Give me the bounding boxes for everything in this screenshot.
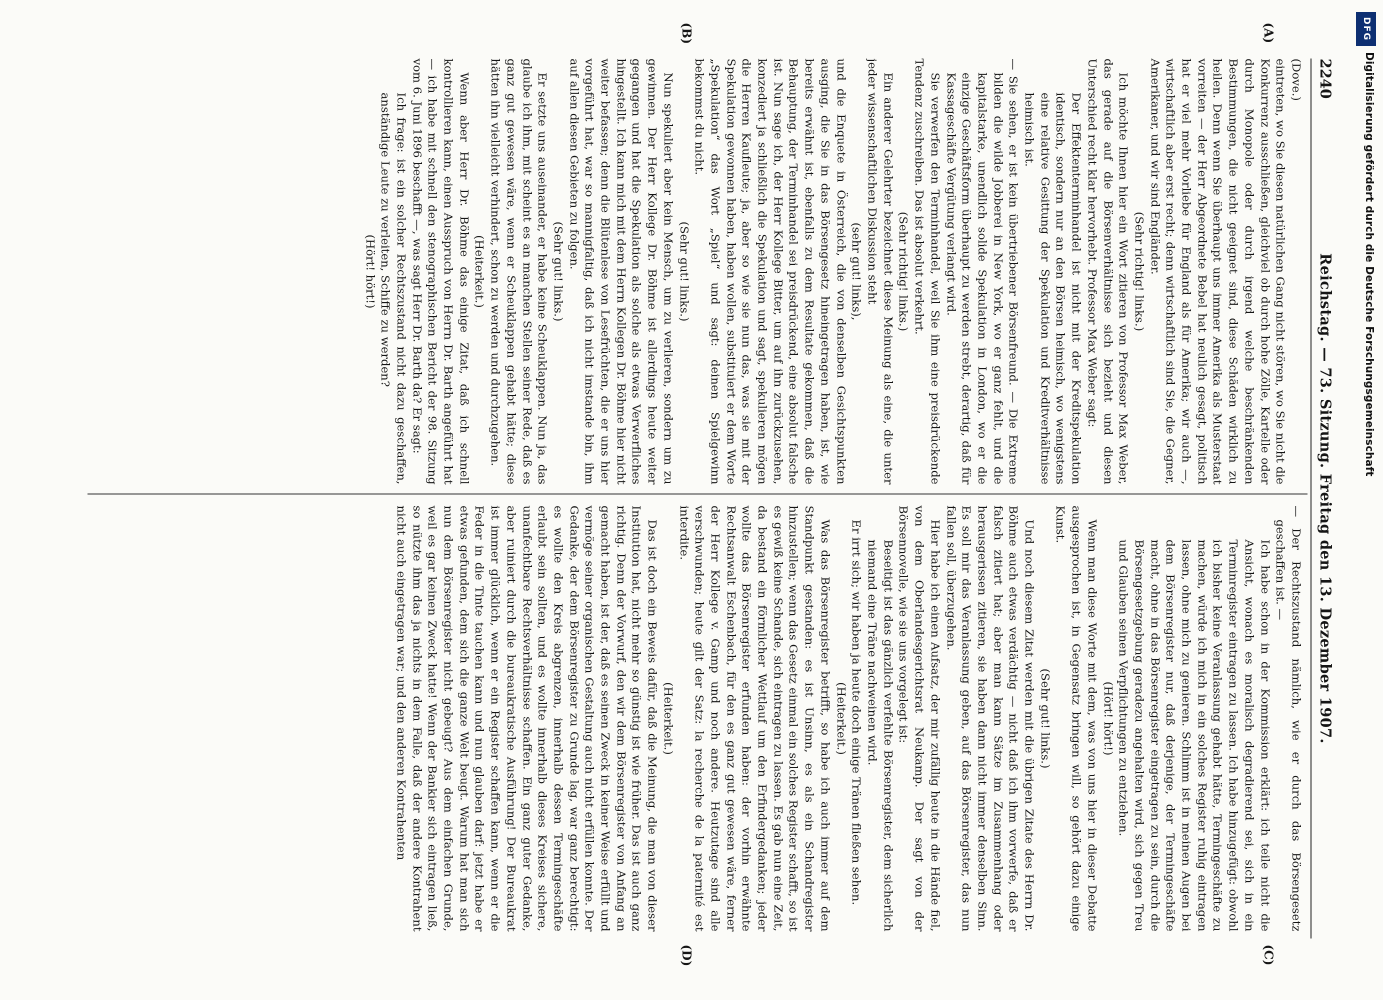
- paragraph: Wenn aber Herr Dr. Böhme das einige Zitat, daß ich schnell kontrollieren kann, einen Ausspruch von Herrn Dr. Barth angeführt hat — ich habe mit schnell den stenographischen Bericht der 98. Sitzung vom 6. Juni 1896 beschafft —, was sagt Herr Dr. Barth da? Er sagt:: [409, 58, 471, 484]
- header-rule: [1310, 58, 1311, 938]
- margin-mark-c: (C): [1261, 944, 1275, 965]
- funding-notice: [1353, 8, 1379, 988]
- paragraph: Hier habe ich einen Aufsatz, der mir zufällig heute in die Hände fiel, von dem Oberlandesgerichtsrat Neukamp. Der sagt von der Börsennovelle, wie sie uns vorgelegt ist:: [896, 505, 942, 931]
- session-title: Reichstag. — 73. Sitzung. Freitag den 13. Dezember 1907.: [1316, 252, 1333, 744]
- margin-mark-b: (B): [679, 22, 693, 44]
- paragraph: Nun spekuliert aber kein Mensch, um zu verlieren, sondern um zu gewinnen. Der Herr Kollege Dr. Böhme ist allerdings heute weiter gegangen und hat die Spekulation als solche als etwas Verwerfliches hingestellt. Ich kann mich mit dem Herrn Kollegen Dr. Böhme hier nicht weiter befassen; denn die Blütenlese von Lesefrüchten, die er uns hier vorgeführt hat, war so mannigfaltig, daß ich nicht imstande bin, ihm auf allen diesen Gebieten zu folgen.: [566, 58, 675, 484]
- paragraph: Der Effektenterminhandel ist nicht mit der Kreditspekulation identisch, sondern nur an den Börsen heimisch, wo wenigstens eine relative Gesittung der Spekulation und Kreditverhältnisse heimisch ist.: [1022, 92, 1084, 484]
- interjection: (Hört! hört!): [362, 234, 377, 308]
- interjection: (Hört! hört!): [1100, 681, 1115, 755]
- page-number: 2240: [1316, 58, 1333, 99]
- interjection: (Sehr richtig! links.): [1131, 211, 1146, 331]
- dfg-logo: DFG: [1356, 12, 1376, 46]
- paragraph: — Der Rechtszustand nämlich, wie er durch das Börsengesetz geschaffen ist. —: [1273, 505, 1303, 931]
- interjection: (Sehr gut! links.): [676, 221, 691, 321]
- interjection: (Sehr gut! links.): [1037, 668, 1052, 768]
- paragraph: Und noch diesem Zitat werden mit die übrigen Zitate des Herrn Dr. Böhme auch etwas verdächtig — nicht daß ich ihm vorwerfe, daß er falsch zitiert hat; aber man kann Sätze im Zusammenhang oder herausgerissen zitieren, sie haben dann nicht immer denselben Sinn. Es soll mir das Veranlassung geben, auf das Börsenregister, das nun fallen soll, überzugehen.: [943, 505, 1037, 931]
- paragraph: eintreten, wo Sie diesen natürlichen Gang nicht stören, wo Sie nicht die Konkurrenz ausschließen, gleichviel ob durch hohe Zölle, Kartelle oder durch Monopole oder durch irgend welche beschränkenden Bestimmungen, die nicht geeignet sind, diese Schäden wirklich zu heilen. Denn wenn Sie überhaupt uns immer Amerika als Musterstaat vorreiten — der Herr Abgeordnete Bebel hat neulich gesagt, politisch hat er viel mehr Vorliebe für England als für Amerika; wir auch —, wirtschaftlich aber erst recht; denn wirtschaftlich sind Sie, die Gegner, Amerikaner, und wir sind Engländer.: [1147, 58, 1288, 484]
- paragraph: Ich frage: ist ein solcher Rechtszustand nicht dazu geschaffen, anständige Leute zu verleiten, Schiffe zu werden?: [378, 92, 408, 484]
- column-divider: [87, 493, 1307, 494]
- interjection: (Heiterkeit.): [833, 681, 848, 755]
- paragraph: Ich möchte Ihnen hier ein Wort zitieren von Professor Max Weber, das gerade auf die Börsenverhältnisse sich bezieht und diesen Unterschied recht klar hervorhebt. Professor Max Weber sagt:: [1084, 58, 1131, 484]
- paragraph: Beseitigt ist das gänzlich verfehlte Börsenregister, dem sicherlich niemand eine Träne nachweinen wird.: [865, 539, 895, 931]
- right-column: [88, 505, 1303, 931]
- paragraph: Sie verwerfen den Terminhandel, weil Sie ihm eine preisdrückende Tendenz zuschreiben. Das ist absolut verkehrt.: [912, 58, 942, 484]
- funding-text: Digitalisierung gefördert durch die Deutsche Forschungsgemeinschaft: [1363, 52, 1375, 477]
- left-column: [88, 58, 1303, 484]
- interjection: (Heiterkeit.): [660, 681, 675, 755]
- paragraph: (Dove.): [1289, 58, 1303, 101]
- paragraph: Er irrt sich; wir haben ja heute doch einige Tränen fließen sehen.: [849, 519, 864, 905]
- paragraph: — Sie sehen, er ist kein übertriebener Börsenfreund. — Die Extreme bilden die wilde Jobberei in New York, wo er ganz fehlt, und die kapitalstarke, unendlich solide Spekulation in London, wo er die einzige Geschäftsform überhaupt zu werden strebt, derartig, daß für Kassageschäfte Vergütung verlangt wird.: [943, 58, 1021, 484]
- interjection: (Heiterkeit.): [472, 234, 487, 308]
- paragraph: Er setzte uns auseinander, er habe keine Scheuklappen. Nun ja, das glaube ich ihm, mit scheint es an manchen Stellen seiner Rede, daß es ganz gut gewesen wäre, wenn er Scheuklappen gehabt hätte; diese hätten ihn vielleicht verhindert, schon zu werden und durchzugehen.: [488, 58, 550, 484]
- interjection: (Sehr richtig! links.): [896, 211, 911, 331]
- paragraph: Das ist doch ein Beweis dafür, daß die Meinung, die man von dieser Institution hat, nicht mehr so günstig ist wie früher. Das ist auch ganz richtig. Denn der Vorwurf, den wir dem Börsenregister von Anfang an gemacht haben, ist der, daß es seinen Zweck in keiner Weise erfüllt und vermöge seiner organischen Gestaltung auch nicht erfüllen konnte. Der Gedanke, der dem Börsenregister zu Grunde lag, war ganz berechtigt: es wollte den Kreis abgrenzen, innerhalb dessen Termingeschäfte erlaubt sein sollten, und es wollte innerhalb dieses Kreises sichere, unanfechtbare Rechtsverhältnisse schaffen. Ein ganz guter Gedanke, aber ruiniert durch die bureaukratische Ausführung! Der Bureaukrat ist immer glücklich, wenn er ein Register schaffen kann, wenn er die Feder in die Tinte tauchen kann und nun glauben darf: jetzt habe er etwas gefunden, dem sich die ganze Welt beugt. Warum hat man sich nun dem Börsenregister nicht gebeugt? Aus dem einfachen Grunde, weil es gar keinen Zweck hatte! Wenn der Bankier sich eintragen ließ, so nützte ihm das ja nichts in dem Falle, daß der andere Kontrahent nicht auch eingetragen war; und den anderen Kontrahenten: [393, 505, 660, 931]
- interjection: (Sehr gut! links.): [550, 221, 565, 321]
- paragraph: Was das Börsenregister betrifft, so habe ich auch immer auf dem Standpunkt gestanden: es ist Unsinn, es als ein Schandregister hinzustellen; wenn das Gesetz einmal ein solches Register schafft, so ist es gewiß keine Schande, sich eintragen zu lassen. Es gab nun eine Zeit, da bestand ein förmlicher Wettlauf um den Erfindergedanken; jeder wollte das Börsenregister erfunden haben: der vorhin erwähnte Rechtsanwalt Eschenbach, für den es ganz gut gewesen wäre, ferner der Herr Kollege v. Gamp und noch andere. Heutzutage sind alle verschwunden; heute gilt der Satz: la recherche de la paternité est interdite.: [676, 505, 832, 931]
- interjection: (sehr gut! links),: [849, 222, 864, 320]
- paragraph: und die Enquete in Österreich, die von denselben Gesichtspunkten ausging, die Sie in das Börsengesetz hineingetragen haben, ist, wie bereits erwähnt ist, ebenfalls zu dem Resultate gekommen, daß die Behauptung, der Terminhandel sei preisdrückend, eine absolut falsche ist. Nun sage ich, der Herr Kollege Bitter, um auf ihn zurückzusehen, konzediert ja schließlich die Spekulation und sagt, spekulieren mögen die Herren Kaufleute; ja, aber so wie sie nun das, was sie mit der Spekulation gewonnen haben, haben wollen, substituiert er dem Worte „Spekulation“ das Wort „Spiel“ und sagt: deinen Spielgewinn bekommst du nicht.: [692, 58, 848, 484]
- page-header: [1311, 58, 1337, 938]
- margin-mark-a: (A): [1261, 22, 1275, 43]
- paragraph: Ein anderer Gelehrter bezeichnet diese Meinung als eine, die unter jeder wissenschaftlichen Diskussion steht: [865, 58, 895, 484]
- paragraph: Wenn man diese Worte mit dem, was von uns hier in dieser Debatte ausgesprochen ist, in Gegensatz bringen will, so gehört dazu einige Kunst.: [1053, 505, 1099, 931]
- paragraph: Ich habe schon in der Kommission erklärt: ich teile nicht die Ansicht, wonach es moralisch degradierend sei, sich in ein Terminregister eintragen zu lassen. Ich habe hinzugefügt: obwohl ich bisher keine Veranlassung gehabt hätte, Termingeschäfte zu machen, würde ich mich in ein solches Register ruhig eintragen lassen, ohne mich zu genieren. Schlimm ist in meinen Augen bei dem Börsenregister nur, daß derjenige, der Termingeschäfte macht, ohne in das Börsenregister eingetragen zu sein, durch die Börsengesetzgebung geradezu angehalten wird, sich gegen Treu und Glauben seinen Verpflichtungen zu entziehen.: [1116, 539, 1272, 931]
- margin-mark-d: (D): [679, 944, 693, 966]
